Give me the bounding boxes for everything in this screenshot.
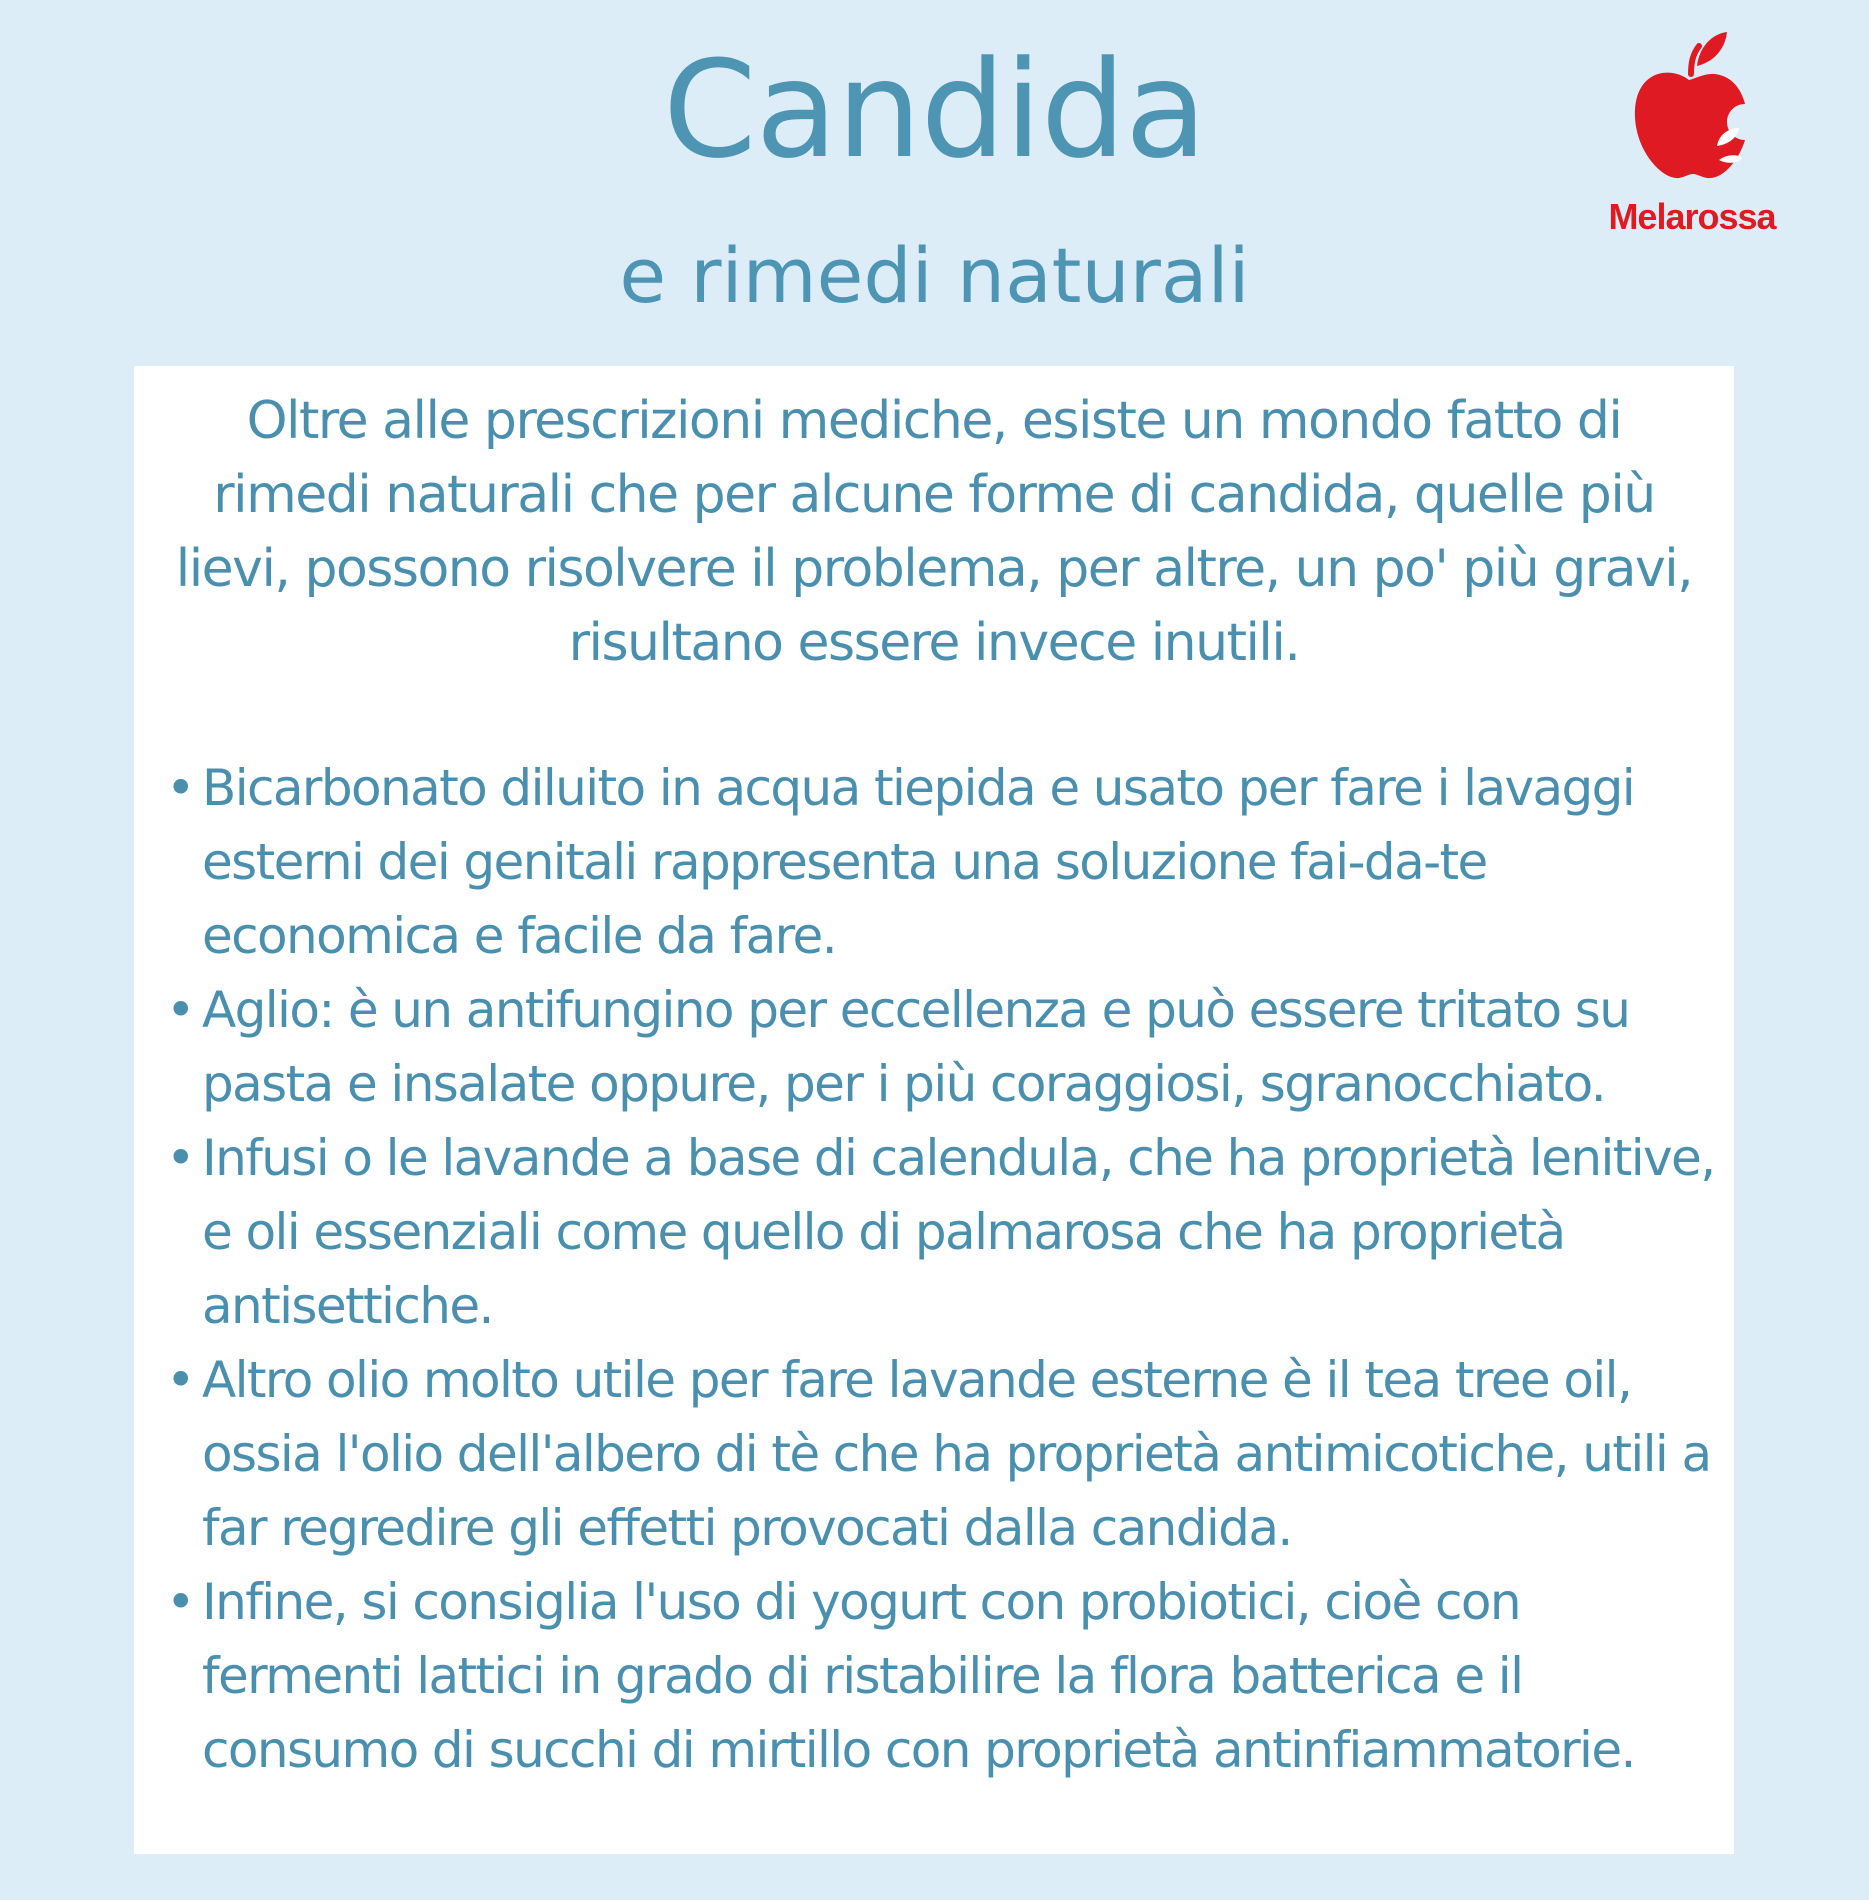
intro-paragraph: Oltre alle prescrizioni mediche, esiste un mondo fatto di rimedi naturali che per alcune forme di candida, quelle più lievi, possono risolvere il problema, per altre, un po' più gravi, risultano essere invece inutili. — [175, 391, 1693, 673]
list-item-text: Infusi o le lavande a base di calendula, che ha proprietà lenitive, e oli essenziali come quello di palmarosa che ha proprietà antisettiche. — [202, 1129, 1715, 1335]
list-item-text: Aglio: è un antifungino per eccellenza e può essere tritato su pasta e insalate oppure, per i più coraggiosi, sgranocchiato. — [202, 981, 1630, 1113]
page-subtitle: e rimedi naturali — [619, 231, 1250, 320]
bullet-icon: • — [166, 1573, 194, 1631]
content-card — [134, 366, 1734, 1854]
apple-icon — [1627, 28, 1757, 188]
list-item — [162, 751, 1722, 973]
list-item — [162, 973, 1722, 1121]
bullet-icon: • — [166, 981, 194, 1039]
brand-name: Melarossa — [1608, 196, 1776, 237]
list-item — [162, 1121, 1722, 1343]
bullet-icon: • — [166, 759, 194, 817]
list-item — [162, 1343, 1722, 1565]
list-item-text: Altro olio molto utile per fare lavande esterne è il tea tree oil, ossia l'olio dell'albero di tè che ha proprietà antimicotiche, utili a far regredire gli effetti provocati dalla candida. — [202, 1351, 1711, 1557]
list-item — [162, 1565, 1722, 1787]
bullet-icon: • — [166, 1129, 194, 1187]
remedies-list — [162, 751, 1722, 1787]
list-item-text: Infine, si consiglia l'uso di yogurt con probiotici, cioè con fermenti lattici in grado di ristabilire la flora batterica e il consumo di succhi di mirtillo con proprietà antinfiammatorie. — [202, 1573, 1635, 1779]
brand-logo — [1584, 28, 1800, 246]
list-item-text: Bicarbonato diluito in acqua tiepida e usato per fare i lavaggi esterni dei genitali rappresenta una soluzione fai-da-te economica e facile da fare. — [202, 759, 1635, 965]
page-title: Candida — [662, 32, 1207, 188]
bullet-icon: • — [166, 1351, 194, 1409]
